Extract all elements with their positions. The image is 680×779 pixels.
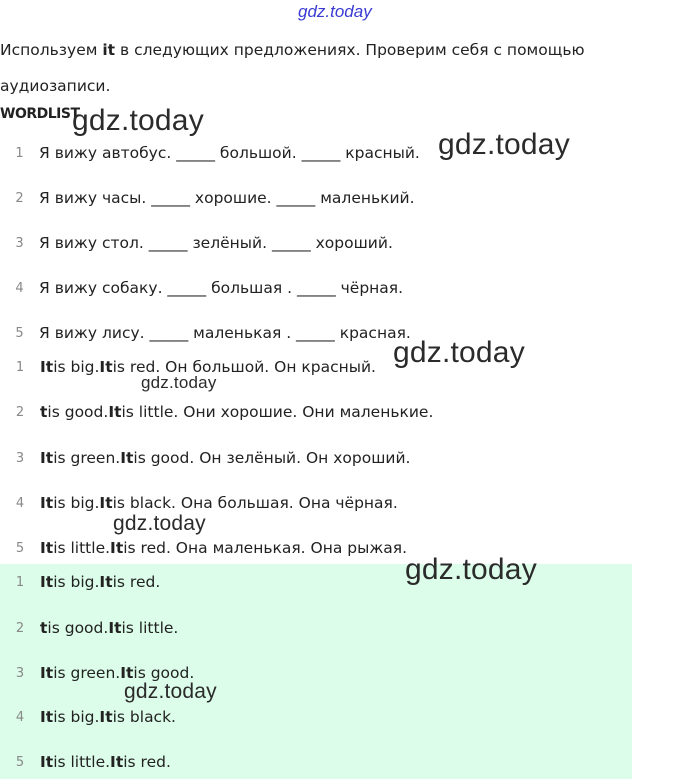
- watermark: gdz.today: [124, 680, 217, 703]
- item-number: 1: [15, 574, 25, 590]
- translation-text: is red. Он большой. Он красный.: [112, 358, 376, 376]
- item-number: 4: [15, 280, 24, 296]
- translation-text: is good.: [47, 403, 109, 421]
- item-number: 5: [15, 325, 24, 341]
- item-number: 3: [15, 450, 25, 466]
- pronoun-bold: It: [40, 494, 54, 512]
- exercise-text: Я вижу часы. _____ хорошие. _____ маленький.: [39, 189, 415, 207]
- pronoun-bold: It: [120, 664, 134, 682]
- item-number: 2: [15, 404, 25, 420]
- watermark: gdz.today: [393, 336, 525, 369]
- pronoun-bold: It: [108, 619, 122, 637]
- item-number: 1: [15, 145, 24, 161]
- answer-text: is good.: [47, 619, 109, 637]
- pronoun-bold: It: [40, 358, 54, 376]
- translation-text: is good. Он зелёный. Он хороший.: [133, 449, 411, 467]
- intro-text-after: в следующих предложениях. Проверим себя с помощью: [115, 41, 585, 59]
- exercise-row: [0, 186, 415, 210]
- pronoun-bold: It: [108, 403, 122, 421]
- exercise-text: Я вижу лису. _____ маленькая . _____ красная.: [39, 324, 411, 342]
- item-number: 4: [15, 709, 25, 725]
- translation-text: is red. Она маленькая. Она рыжая.: [123, 539, 408, 557]
- exercise-row: [0, 141, 420, 165]
- translation-row: [0, 446, 410, 470]
- watermark: gdz.today: [113, 512, 206, 535]
- translation-text: is little. Они хорошие. Они маленькие.: [121, 403, 434, 421]
- intro-paragraph: [0, 32, 660, 104]
- answer-text: is red.: [112, 573, 161, 591]
- pronoun-bold: t: [40, 619, 48, 637]
- answer-text: is little.: [53, 753, 111, 771]
- intro-keyword: it: [102, 41, 116, 59]
- pronoun-bold: It: [40, 539, 54, 557]
- exercise-row: [0, 321, 411, 345]
- translation-text: is black. Она большая. Она чёрная.: [112, 494, 398, 512]
- item-number: 3: [15, 665, 25, 681]
- pronoun-bold: It: [120, 449, 134, 467]
- answer-row: [0, 616, 178, 640]
- pronoun-bold: It: [99, 708, 113, 726]
- pronoun-bold: It: [99, 358, 113, 376]
- pronoun-bold: It: [110, 539, 124, 557]
- watermark: gdz.today: [72, 104, 204, 137]
- watermark-top: gdz.today: [298, 2, 372, 21]
- item-number: 2: [15, 190, 24, 206]
- item-number: 3: [15, 235, 24, 251]
- answer-text: is good.: [133, 664, 195, 682]
- exercise-text: Я вижу автобус. _____ большой. _____ красный.: [39, 144, 420, 162]
- watermark: gdz.today: [438, 128, 570, 161]
- pronoun-bold: It: [40, 708, 54, 726]
- pronoun-bold: It: [40, 664, 54, 682]
- translation-text: is little.: [53, 539, 111, 557]
- translation-text: is big.: [53, 494, 100, 512]
- answer-text: is red.: [123, 753, 171, 771]
- exercise-row: [0, 276, 403, 300]
- pronoun-bold: It: [40, 753, 54, 771]
- answer-text: is black.: [112, 708, 176, 726]
- answer-row: [0, 750, 171, 774]
- item-number: 5: [15, 754, 25, 770]
- item-number: 5: [15, 540, 25, 556]
- answer-row: [0, 705, 176, 729]
- intro-text-before: Используем: [0, 41, 103, 59]
- exercise-text: Я вижу собаку. _____ большая . _____ чёрная.: [39, 279, 404, 297]
- exercise-row: [0, 231, 393, 255]
- pronoun-bold: It: [99, 573, 113, 591]
- answer-text: is green.: [53, 664, 121, 682]
- pronoun-bold: It: [40, 573, 54, 591]
- watermark: gdz.today: [405, 553, 537, 586]
- translation-text: is big.: [53, 358, 100, 376]
- translation-row: [0, 400, 433, 424]
- translation-text: is green.: [53, 449, 121, 467]
- item-number: 1: [15, 359, 25, 375]
- watermark: gdz.today: [141, 373, 217, 392]
- exercise-text: Я вижу стол. _____ зелёный. _____ хороший.: [39, 234, 393, 252]
- pronoun-bold: It: [40, 449, 54, 467]
- pronoun-bold: It: [110, 753, 124, 771]
- pronoun-bold: It: [99, 494, 113, 512]
- wordlist-label: WORDLIST: [0, 106, 80, 122]
- item-number: 2: [15, 620, 25, 636]
- answer-text: is big.: [53, 573, 100, 591]
- item-number: 4: [15, 495, 25, 511]
- answer-row: [0, 570, 160, 594]
- pronoun-bold: t: [40, 403, 48, 421]
- answer-text: is little.: [121, 619, 179, 637]
- translation-row: [0, 536, 407, 560]
- answer-text: is big.: [53, 708, 100, 726]
- intro-text-line2: аудиозаписи.: [0, 77, 111, 95]
